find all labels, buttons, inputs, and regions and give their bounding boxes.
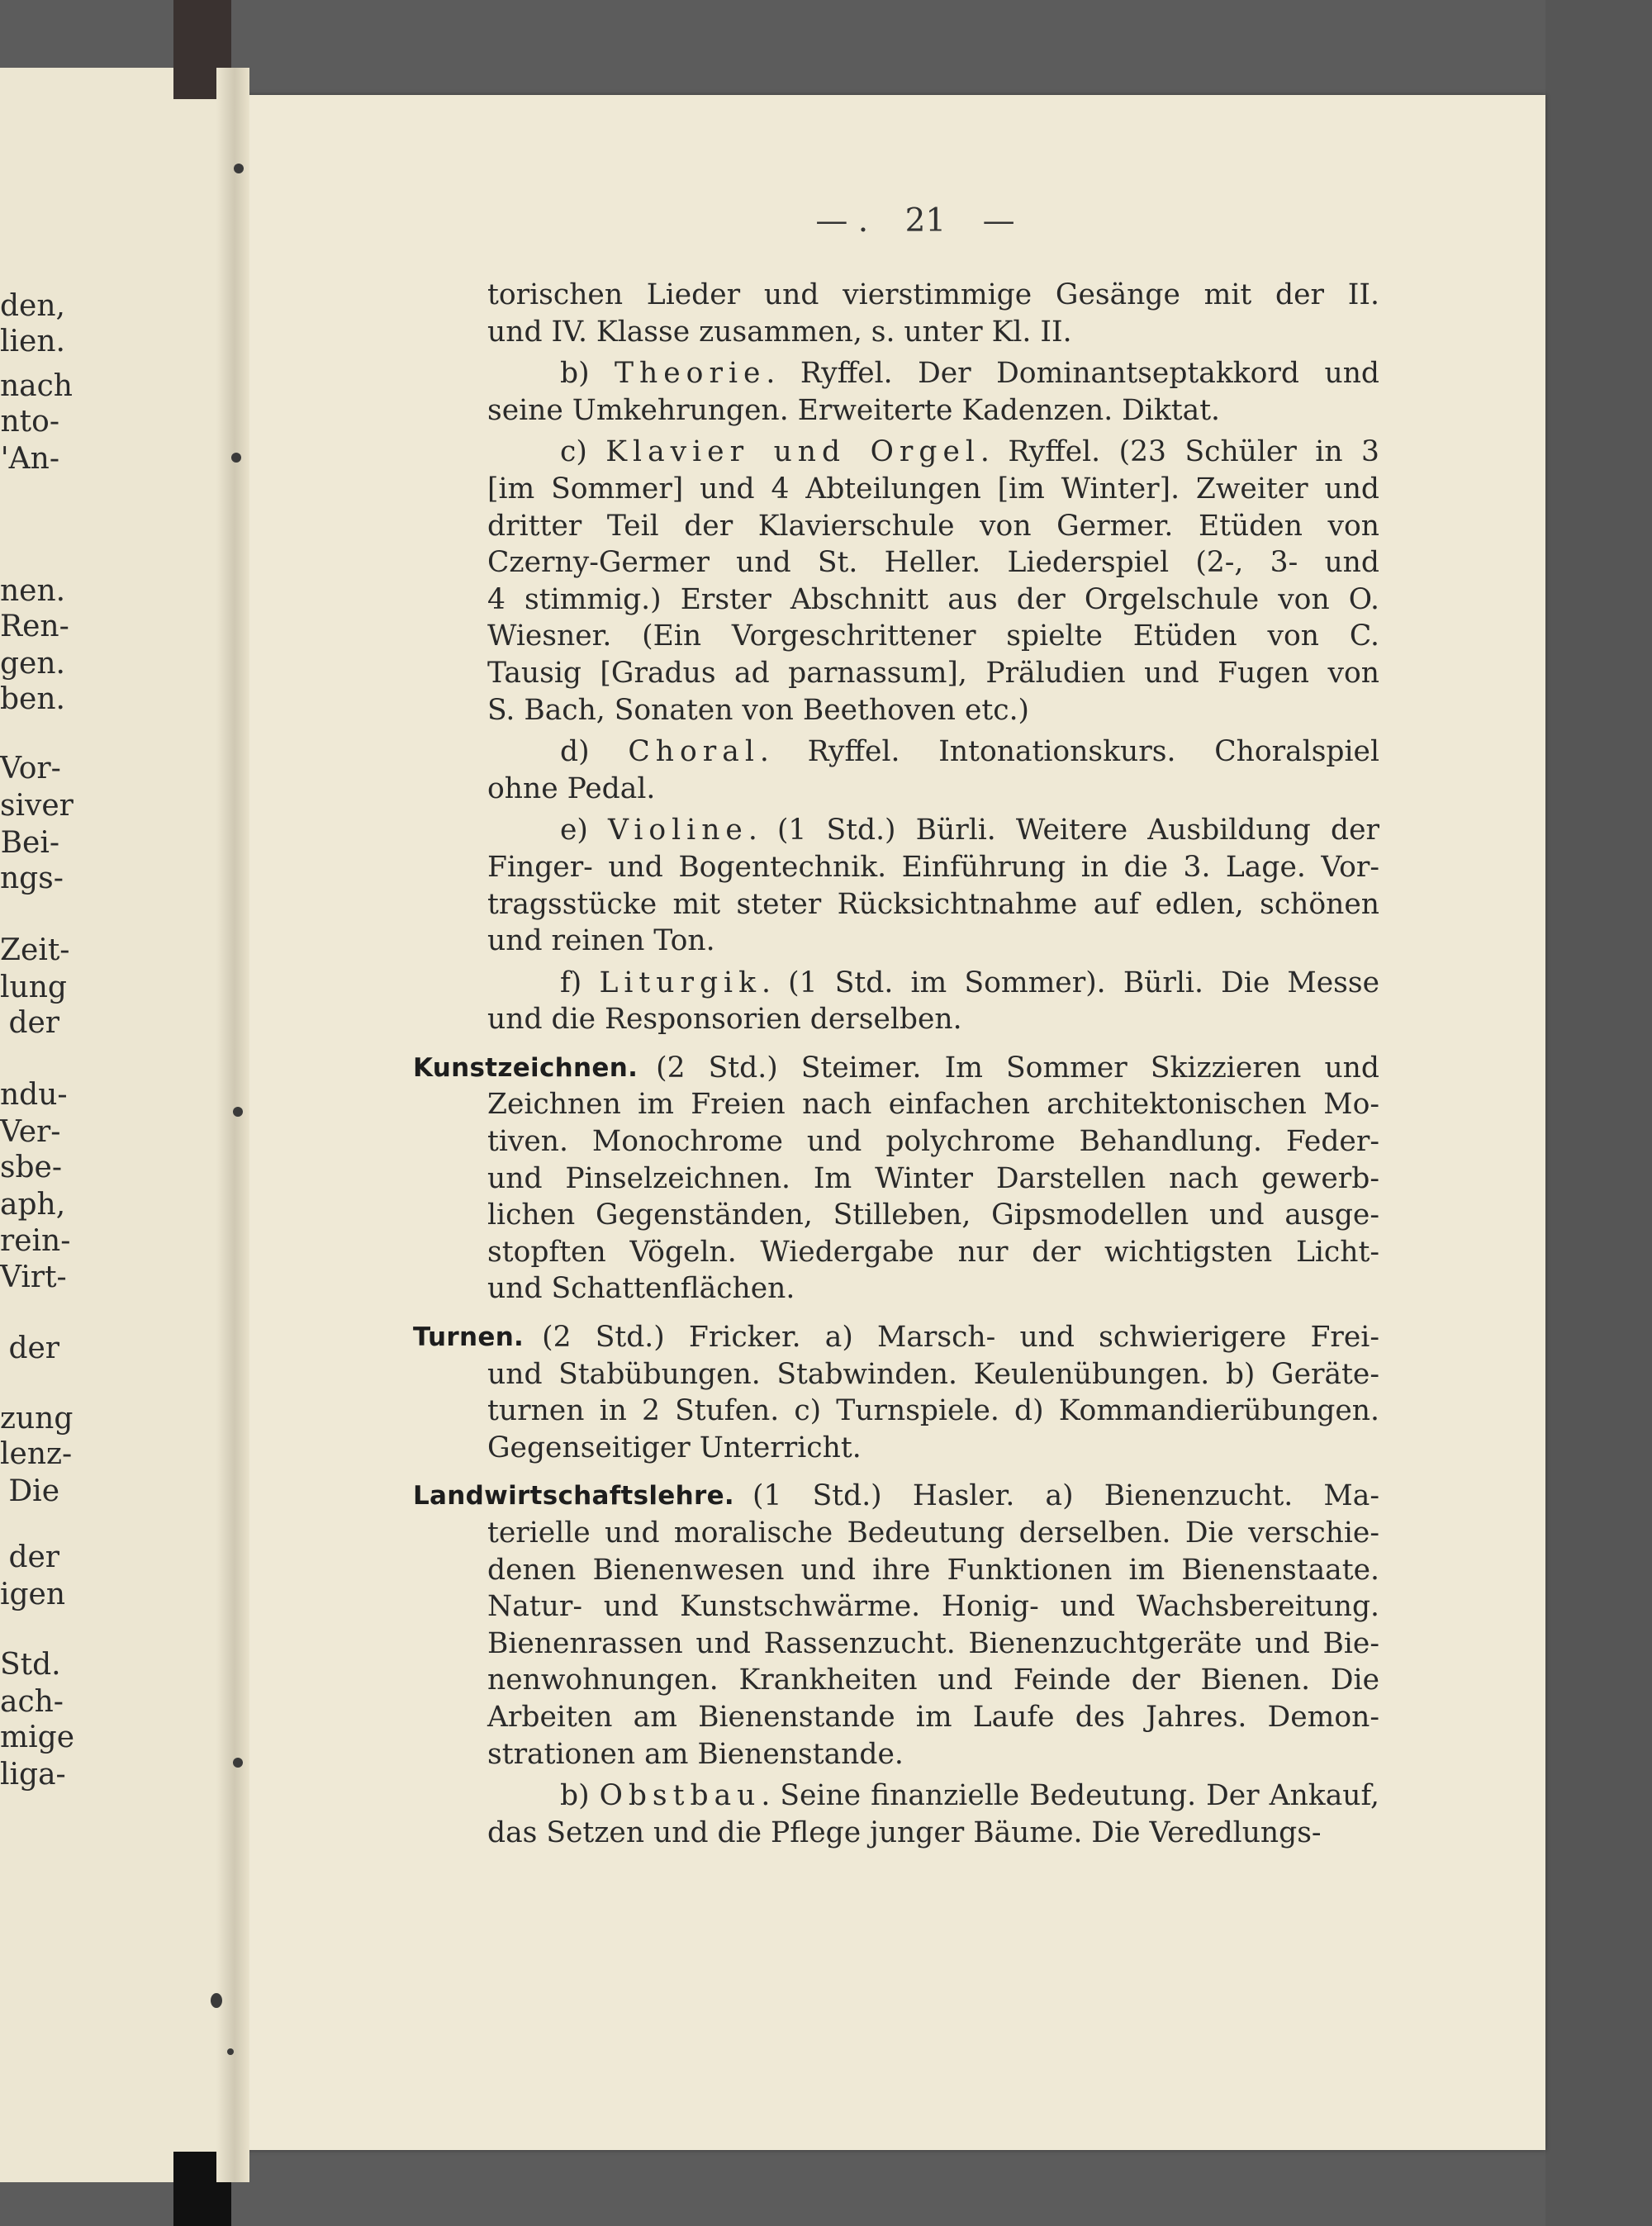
- left-page-fragment: ach-: [0, 1685, 64, 1719]
- paragraph-obstbau: [487, 1777, 1379, 1851]
- section-turnen: [413, 1319, 1379, 1466]
- page-number-dash-left: — .: [815, 202, 869, 240]
- left-page-fragment: der: [8, 1331, 59, 1365]
- text-line: tragsstücke mit steter Rücksichtnahme auf edlen, schönen: [487, 887, 1379, 921]
- left-page-fragment: ndu-: [0, 1078, 68, 1112]
- item-label: f): [560, 966, 600, 999]
- section-landwirtschaftslehre: [413, 1478, 1379, 1773]
- text-line: und IV. Klasse zusammen, s. unter Kl. II.: [487, 315, 1072, 349]
- item-label: b): [560, 357, 615, 391]
- paragraph-intro: [487, 277, 1379, 350]
- left-page-fragment: siver: [0, 789, 74, 823]
- left-page-fragment: igen: [0, 1578, 66, 1611]
- text-line: und reinen Ton.: [487, 924, 715, 958]
- left-page-fragment: 'An-: [0, 442, 59, 476]
- item-title: Liturgik: [599, 966, 762, 999]
- left-page-fragment: Zeit-: [0, 933, 70, 967]
- left-page-fragment: gen.: [0, 647, 65, 681]
- section-text: [487, 1319, 1379, 1466]
- item-text: . Ryffel. Der Dominantseptakkord und: [766, 357, 1379, 391]
- left-page-fragment: Vor-: [0, 752, 61, 786]
- text-line: Zeichnen im Freien nach einfachen architektonischen Mo-: [487, 1088, 1379, 1122]
- text-line: Wiesner. (Ein Vorgeschrittener spielte Etüden von C.: [487, 619, 1379, 653]
- left-page-fragment: lung: [0, 971, 67, 1004]
- text-line: seine Umkehrungen. Erweiterte Kadenzen. Diktat.: [487, 393, 1221, 427]
- text-line: ohne Pedal.: [487, 771, 656, 805]
- section-heading: Landwirtschaftslehre.: [413, 1481, 734, 1512]
- item-label: e): [560, 814, 609, 847]
- text-line: terielle und moralische Bedeutung derselben. Die verschie-: [487, 1516, 1379, 1550]
- text-line: torischen Lieder und vierstimmige Gesänge mit der II.: [487, 278, 1379, 311]
- item-title: Theorie: [615, 357, 767, 391]
- left-page-fragment: lien.: [0, 325, 65, 358]
- left-page-fragment: lenz-: [0, 1437, 73, 1471]
- text-line: [im Sommer] und 4 Abteilungen [im Winter]. Zweiter und: [487, 472, 1379, 505]
- text-line: Finger- und Bogentechnik. Einführung in die 3. Lage. Vor-: [487, 850, 1379, 884]
- scan-background: [1545, 0, 1652, 2226]
- paragraph-klavier-orgel: [487, 434, 1379, 729]
- item-title: Klavier und Orgel: [605, 435, 980, 469]
- item-label: d): [560, 735, 629, 769]
- left-page-fragment: sbe-: [0, 1151, 62, 1184]
- page-number-header: [791, 202, 1039, 240]
- left-page-fragment: mige: [0, 1721, 74, 1754]
- item-text: . (1 Std.) Bürli. Weitere Ausbildung der: [748, 814, 1380, 847]
- item-text: . Ryffel. (23 Schüler in 3: [980, 435, 1380, 469]
- paragraph-violine: [487, 812, 1379, 959]
- left-page-fragment: nto-: [0, 405, 59, 439]
- paragraph-theorie: [487, 355, 1379, 429]
- text-line: und Stabübungen. Stabwinden. Keulenübungen. b) Geräte-: [487, 1357, 1379, 1391]
- page-number: 21: [904, 202, 947, 240]
- text-line: [487, 965, 1379, 1002]
- text-line: lichen Gegenständen, Stilleben, Gipsmodellen und ausge-: [487, 1198, 1379, 1232]
- left-page-fragment: Ren-: [0, 610, 69, 643]
- left-page-fragment: zung: [0, 1402, 74, 1436]
- left-page-fragment: nen.: [0, 574, 66, 608]
- item-text: . Ryffel. Intonationskurs. Choralspiel: [759, 735, 1379, 769]
- page-content: [230, 95, 1545, 2150]
- text-line: Arbeiten am Bienenstande im Laufe des Jahres. Demon-: [487, 1700, 1379, 1734]
- left-page-fragment: Bei-: [0, 826, 59, 860]
- text-line: und Schattenflächen.: [487, 1272, 795, 1306]
- text-line: stopften Vögeln. Wiedergabe nur der wichtigsten Licht-: [487, 1235, 1379, 1269]
- paragraph-liturgik: [487, 965, 1379, 1038]
- section-kunstzeichnen: [413, 1050, 1379, 1308]
- text-line: [487, 733, 1379, 771]
- text-line: nenwohnungen. Krankheiten und Feinde der Bienen. Die: [487, 1664, 1379, 1697]
- left-page-fragment: der: [8, 1006, 59, 1040]
- text-line: das Setzen und die Pflege junger Bäume. Die Veredlungs-: [487, 1815, 1322, 1849]
- paragraph-choral: [487, 733, 1379, 807]
- left-page-fragments: [0, 0, 223, 2226]
- binding-mark: [211, 1993, 222, 2008]
- page-number-dash-right: —: [982, 202, 1015, 240]
- section-heading: Turnen.: [413, 1322, 525, 1353]
- item-text: . (1 Std. im Sommer). Bürli. Die Messe: [761, 966, 1379, 999]
- text-line: [487, 812, 1379, 849]
- item-text: . Seine finanzielle Bedeutung. Der Ankauf,: [761, 1779, 1379, 1813]
- text-line: (2 Std.) Steimer. Im Sommer Skizzieren und: [656, 1051, 1379, 1085]
- section-heading: Kunstzeichnen.: [413, 1052, 638, 1083]
- text-line: [487, 355, 1379, 392]
- text-body: [413, 277, 1380, 1851]
- left-page-fragment: Ver-: [0, 1115, 61, 1149]
- text-line: Tausig [Gradus ad parnassum], Präludien und Fugen von: [487, 656, 1379, 690]
- text-line: denen Bienenwesen und ihre Funktionen im Bienenstaate.: [487, 1553, 1379, 1587]
- left-page-fragment: ben.: [0, 682, 65, 716]
- section-text: [487, 1050, 1379, 1308]
- text-line: (1 Std.) Hasler. a) Bienenzucht. Ma-: [752, 1479, 1379, 1513]
- left-page-fragment: nach: [0, 369, 73, 403]
- text-line: Bienenrassen und Rassenzucht. Bienenzuchtgeräte und Bie-: [487, 1626, 1379, 1660]
- text-line: turnen in 2 Stufen. c) Turnspiele. d) Kommandierübungen.: [487, 1394, 1379, 1428]
- text-line: Gegenseitiger Unterricht.: [487, 1431, 862, 1464]
- text-line: Natur- und Kunstschwärme. Honig- und Wachsbereitung.: [487, 1590, 1379, 1624]
- text-line: (2 Std.) Fricker. a) Marsch- und schwierigere Frei-: [542, 1321, 1379, 1355]
- left-page-fragment: den,: [0, 289, 65, 323]
- left-page-fragment: rein-: [0, 1224, 71, 1258]
- left-page-fragment: ngs-: [0, 861, 64, 895]
- item-title: Choral: [628, 735, 760, 769]
- item-label: c): [560, 435, 606, 469]
- left-page-fragment: der: [8, 1540, 59, 1574]
- text-line: und Pinselzeichnen. Im Winter Darstellen nach gewerb-: [487, 1161, 1379, 1195]
- text-line: [487, 434, 1379, 471]
- left-page-fragment: liga-: [0, 1758, 66, 1792]
- left-page-fragment: Die: [8, 1474, 59, 1508]
- item-label: b): [560, 1779, 600, 1813]
- left-page-fragment: Std.: [0, 1648, 61, 1682]
- text-line: dritter Teil der Klavierschule von Germer. Etüden von: [487, 509, 1379, 543]
- item-title: Violine: [608, 814, 748, 847]
- text-line: strationen am Bienenstande.: [487, 1737, 904, 1771]
- text-line: tiven. Monochrome und polychrome Behandlung. Feder-: [487, 1125, 1379, 1159]
- text-line: 4 stimmig.) Erster Abschnitt aus der Orgelschule von O.: [487, 582, 1379, 616]
- text-line: [487, 1777, 1379, 1815]
- left-page-fragment: aph,: [0, 1188, 66, 1222]
- text-line: Czerny-Germer und St. Heller. Liederspiel (2-, 3- und: [487, 546, 1379, 580]
- left-page-fragment: Virt-: [0, 1260, 67, 1294]
- section-text: [487, 1478, 1379, 1773]
- text-line: und die Responsorien derselben.: [487, 1003, 962, 1037]
- text-line: S. Bach, Sonaten von Beethoven etc.): [487, 693, 1030, 727]
- item-title: Obstbau: [599, 1779, 762, 1813]
